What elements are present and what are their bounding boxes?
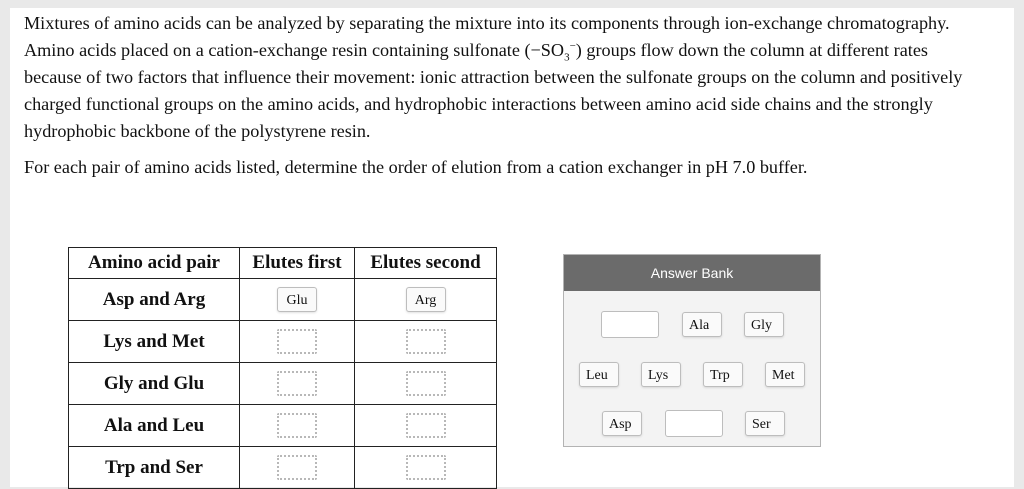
first-cell xyxy=(240,279,355,321)
table-row xyxy=(69,405,497,447)
table-row xyxy=(69,279,497,321)
table-row xyxy=(69,321,497,363)
sulfonate-subscript: 3 xyxy=(564,51,570,64)
answer-bank-empty-slot xyxy=(601,311,659,338)
drop-target-second[interactable] xyxy=(406,371,446,396)
drop-target-first[interactable] xyxy=(277,455,317,480)
drop-target-first[interactable] xyxy=(277,413,317,438)
chip-leu[interactable]: Leu xyxy=(579,362,619,387)
pair-label: Asp and Arg xyxy=(69,279,240,321)
answer-bank-empty-slot xyxy=(665,410,723,437)
sulfonate-charge: − xyxy=(569,39,576,52)
drop-target-first[interactable] xyxy=(277,329,317,354)
pair-label: Gly and Glu xyxy=(69,363,240,405)
chip-trp[interactable]: Trp xyxy=(703,362,743,387)
chip-lys[interactable]: Lys xyxy=(641,362,681,387)
pair-label: Lys and Met xyxy=(69,321,240,363)
table-row xyxy=(69,363,497,405)
question-text-b: ) groups flow down the column at different rates because of two factors that influence their movement: ionic attraction between the sulfonate groups on the column and positively charged functional groups on the amino acids, and hydrophobic interactions between amino acid side chains and the strongly hydrophobic backbone of the polystyrene resin. xyxy=(24,40,963,141)
drop-target-second[interactable] xyxy=(406,413,446,438)
first-cell xyxy=(240,321,355,363)
second-cell xyxy=(355,405,497,447)
answer-bank-title: Answer Bank xyxy=(564,255,820,291)
drop-target-second[interactable] xyxy=(406,329,446,354)
header-second: Elutes second xyxy=(355,248,497,279)
second-cell xyxy=(355,279,497,321)
chip-asp[interactable]: Asp xyxy=(602,411,642,436)
drop-target-second-filled[interactable]: Arg xyxy=(406,287,446,312)
elution-table xyxy=(68,247,497,489)
first-cell xyxy=(240,447,355,489)
chip-ala[interactable]: Ala xyxy=(682,312,722,337)
first-cell xyxy=(240,405,355,447)
chip-ser[interactable]: Ser xyxy=(745,411,785,436)
question-panel xyxy=(10,8,1014,487)
answer-bank xyxy=(563,254,821,447)
table-row xyxy=(69,447,497,489)
pair-label: Trp and Ser xyxy=(69,447,240,489)
header-pair: Amino acid pair xyxy=(69,248,240,279)
drop-target-first[interactable] xyxy=(277,371,317,396)
question-paragraph-2: For each pair of amino acids listed, determine the order of elution from a cation exchanger in pH 7.0 buffer. xyxy=(24,157,808,177)
first-cell xyxy=(240,363,355,405)
question-text-a: Mixtures of amino acids can be analyzed by separating the mixture into its components through ion-exchange chromatography. Amino acids placed on a cation-exchange resin containing sulfonate (−SO xyxy=(24,13,950,60)
second-cell xyxy=(355,447,497,489)
question-paragraph-1 xyxy=(24,10,984,145)
drop-target-second[interactable] xyxy=(406,455,446,480)
header-first: Elutes first xyxy=(240,248,355,279)
table-header-row xyxy=(69,248,497,279)
second-cell xyxy=(355,363,497,405)
second-cell xyxy=(355,321,497,363)
pair-label: Ala and Leu xyxy=(69,405,240,447)
chip-met[interactable]: Met xyxy=(765,362,805,387)
drop-target-first-filled[interactable]: Glu xyxy=(277,287,317,312)
chip-gly[interactable]: Gly xyxy=(744,312,784,337)
